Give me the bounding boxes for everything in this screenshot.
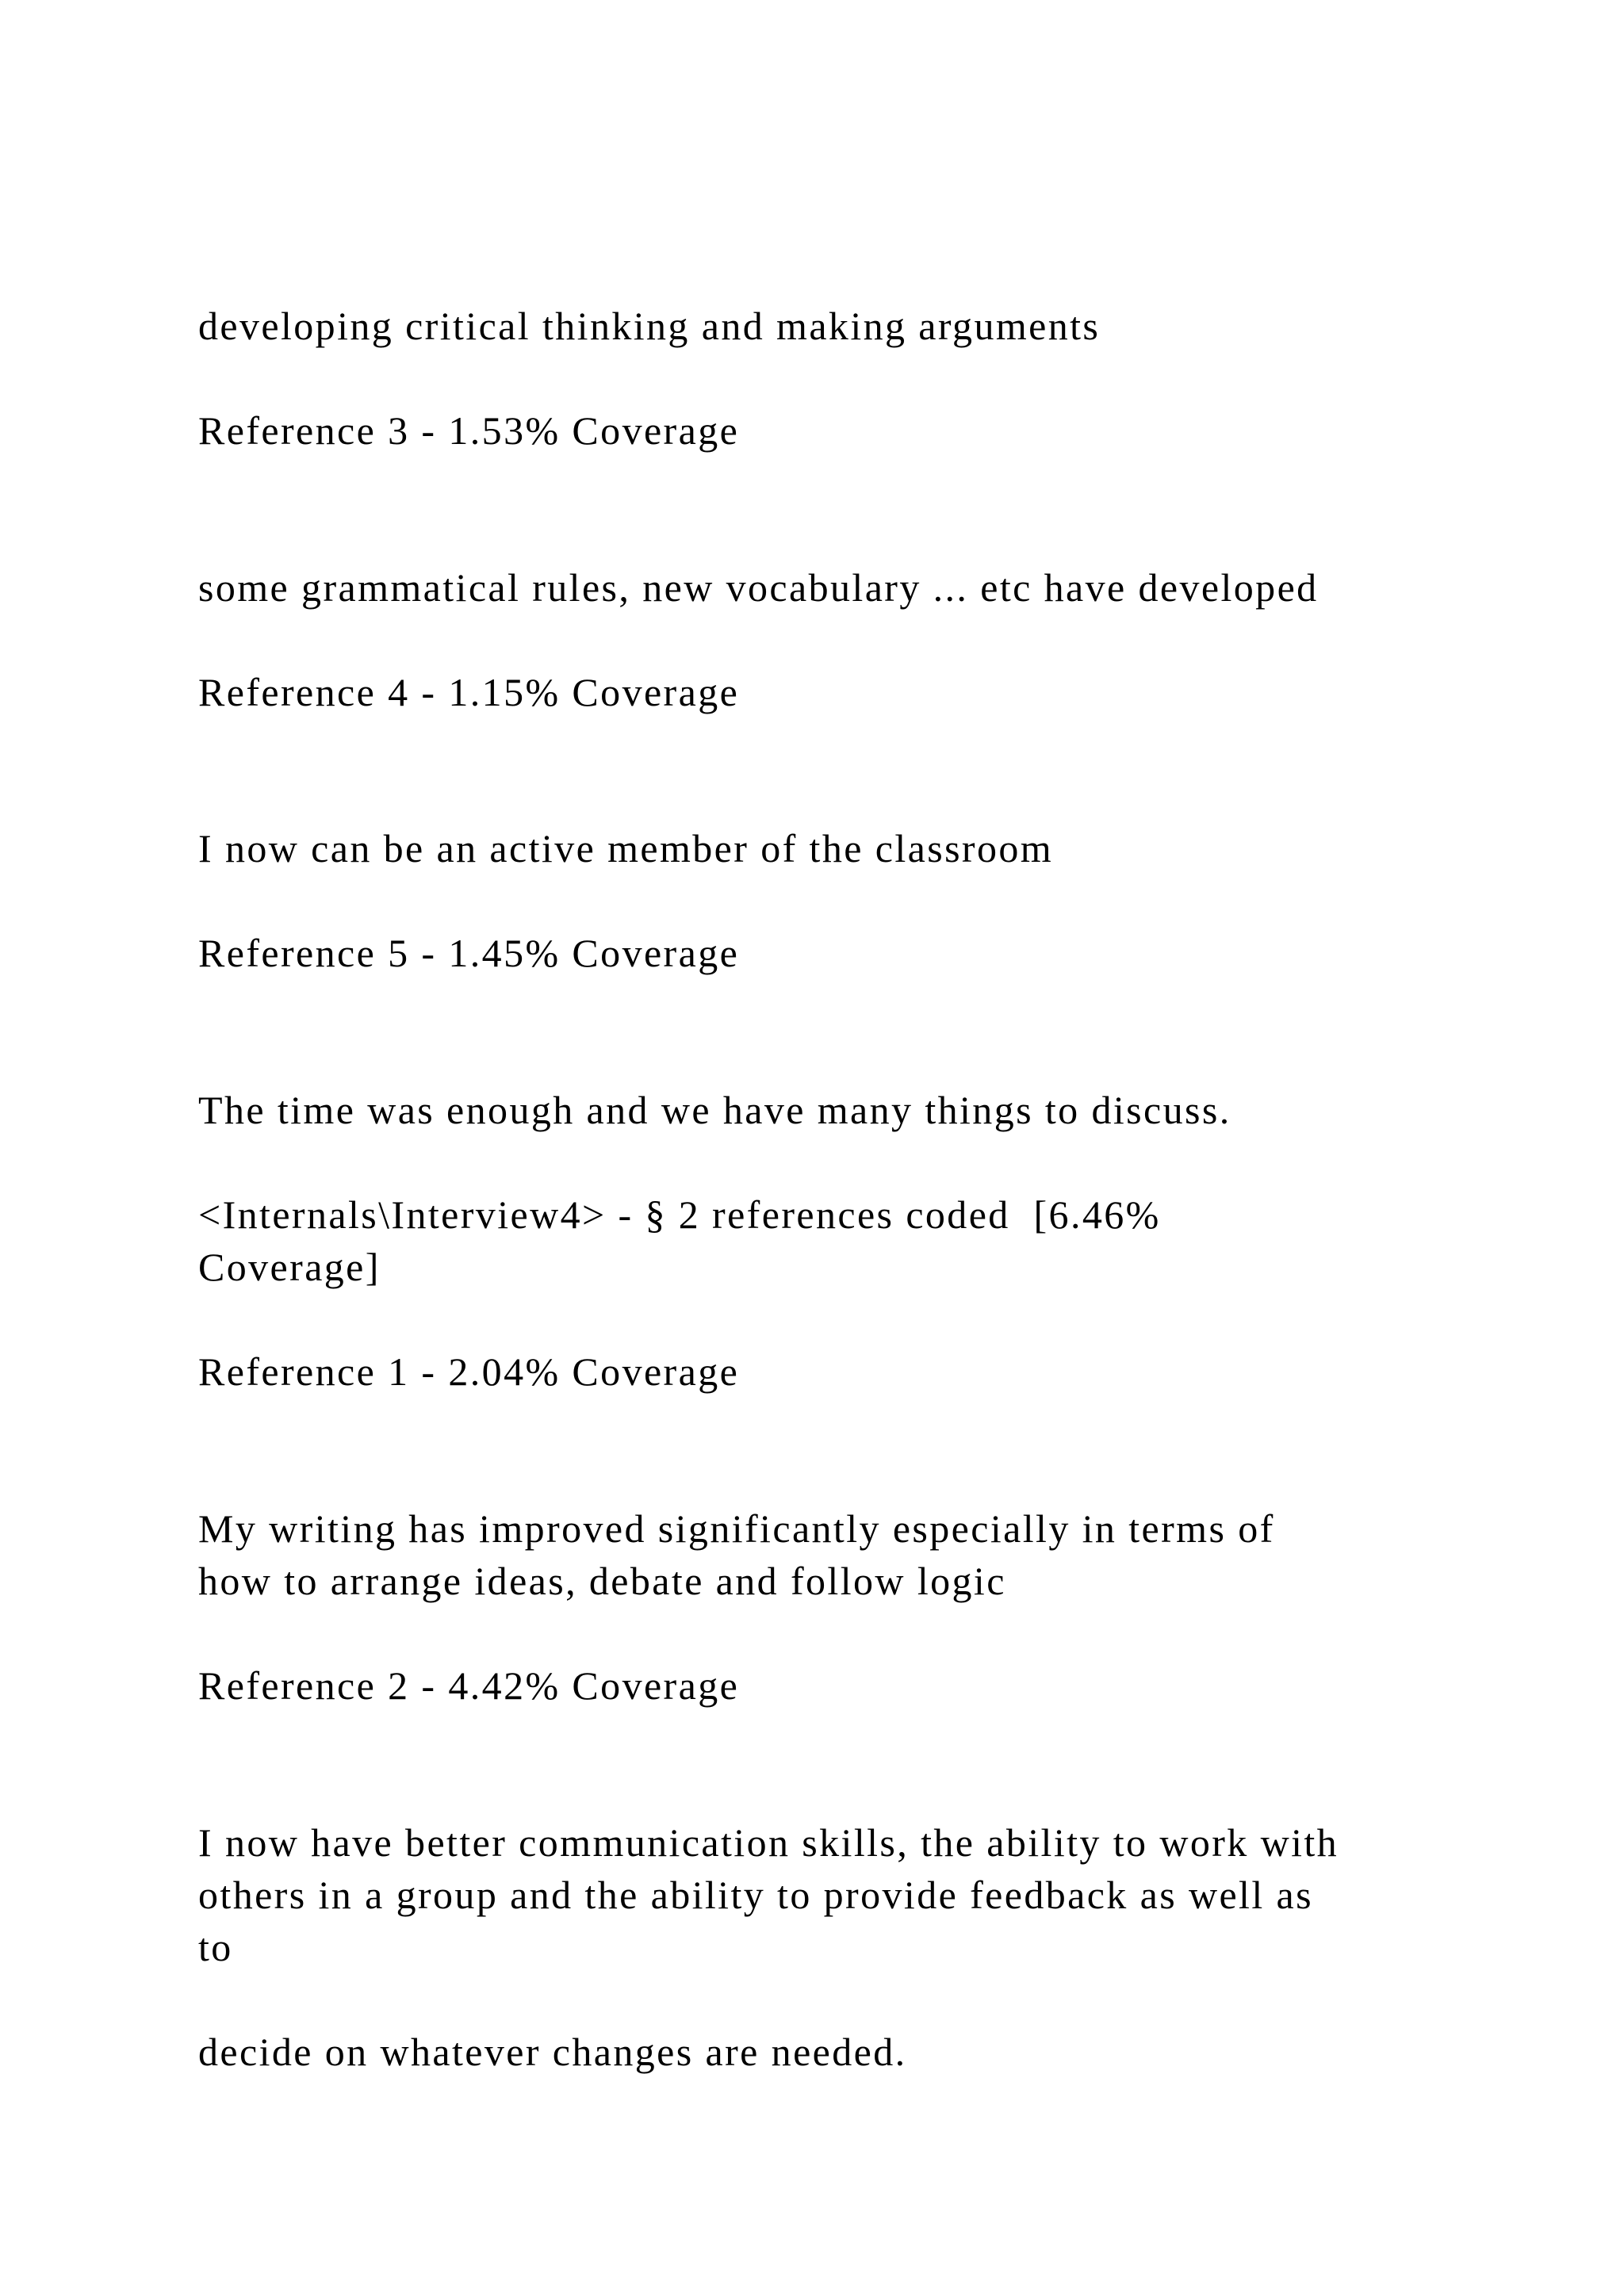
text-line: how to arrange ideas, debate and follow logic (198, 1559, 1006, 1603)
source-heading-continuation: Coverage] (198, 1245, 381, 1289)
text-line: I now have better communication skills, the ability to work with (198, 1820, 1339, 1865)
reference-heading: Reference 1 - 2.04% Coverage (198, 1349, 740, 1394)
text-line: developing critical thinking and making arguments (198, 304, 1101, 348)
text-line: My writing has improved significantly especially in terms of (198, 1506, 1275, 1551)
reference-heading: Reference 4 - 1.15% Coverage (198, 670, 740, 714)
text-line: others in a group and the ability to provide feedback as well as (198, 1873, 1313, 1917)
reference-heading: Reference 2 - 4.42% Coverage (198, 1663, 740, 1708)
source-heading: <Internals\Interview4> - § 2 references coded [6.46% (198, 1192, 1161, 1237)
text-line: The time was enough and we have many things to discuss. (198, 1088, 1231, 1132)
reference-heading: Reference 3 - 1.53% Coverage (198, 408, 740, 453)
text-line: some grammatical rules, new vocabulary ... etc have developed (198, 565, 1319, 610)
text-line: I now can be an active member of the classroom (198, 826, 1054, 871)
reference-heading: Reference 5 - 1.45% Coverage (198, 931, 740, 975)
text-line: to (198, 1925, 233, 1969)
text-line: decide on whatever changes are needed. (198, 2030, 907, 2074)
